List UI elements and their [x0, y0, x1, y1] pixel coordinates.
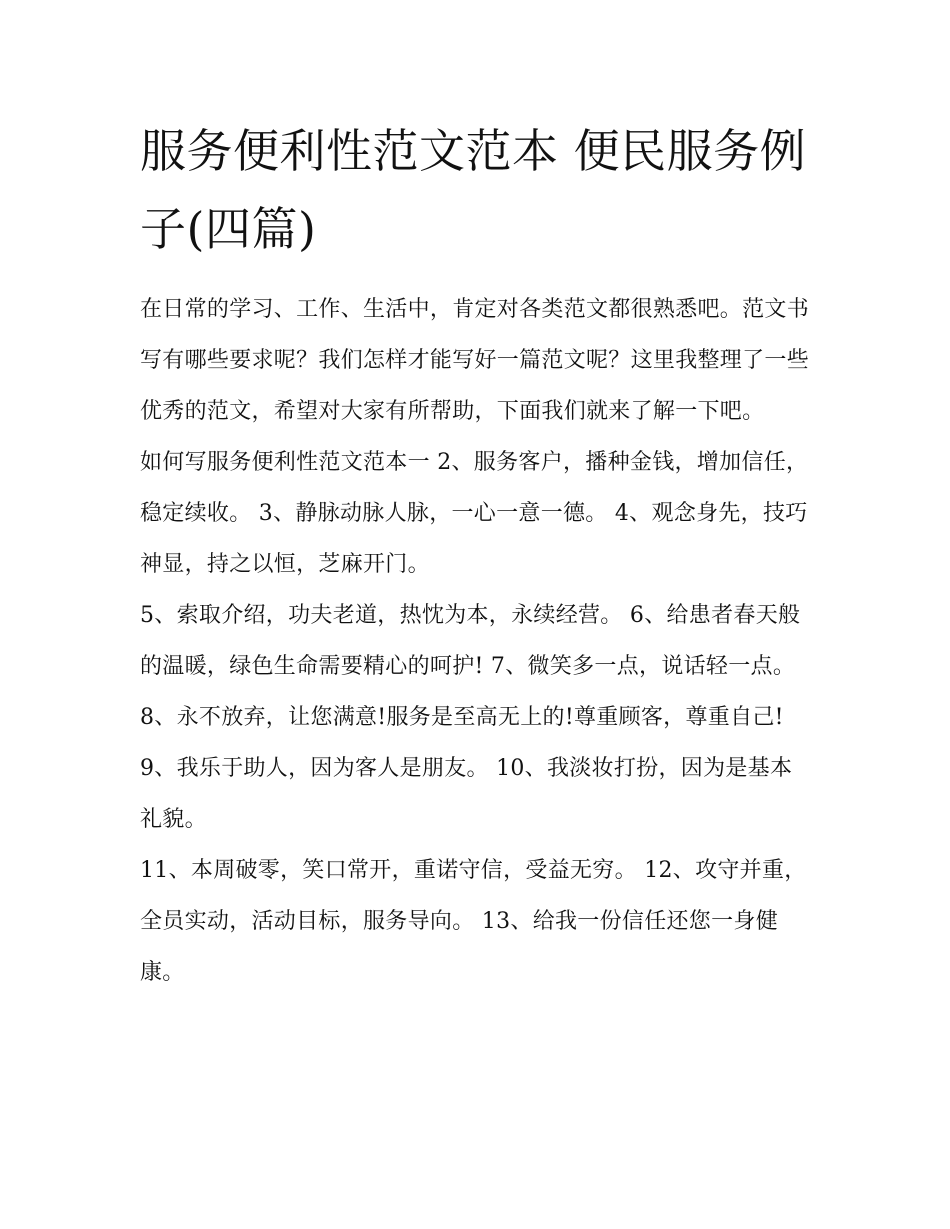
document-page	[140, 112, 812, 998]
paragraph-intro: 在日常的学习、工作、生活中，肯定对各类范文都很熟悉吧。范文书写有哪些要求呢？我们怎样才能写好一篇范文呢？这里我整理了一些优秀的范文，希望对大家有所帮助，下面我们就来了解一下吧。	[140, 297, 810, 424]
document-title: 服务便利性范文范本 便民服务例子(四篇)	[140, 124, 807, 256]
paragraph-4: 11、本周破零，笑口常开，重诺守信，受益无穷。 12、攻守并重，全员实动，活动目标，服务导向。 13、给我一份信任还您一身健康。	[140, 858, 807, 985]
paragraph-1: 如何写服务便利性范文范本一 2、服务客户，播种金钱，增加信任，稳定续收。 3、静脉动脉人脉，一心一意一德。 4、观念身先，技巧神显，持之以恒，芝麻开门。	[140, 450, 809, 577]
paragraph-3: 8、永不放弃，让您满意!服务是至高无上的!尊重顾客，尊重自己! 9、我乐于助人，因为客人是朋友。 10、我淡妆打扮，因为是基本礼貌。	[140, 705, 793, 832]
paragraph-2: 5、索取介绍，功夫老道，热忱为本，永续经营。 6、给患者春天般的温暖，绿色生命需要精心的呵护! 7、微笑多一点，说话轻一点。	[140, 603, 801, 679]
